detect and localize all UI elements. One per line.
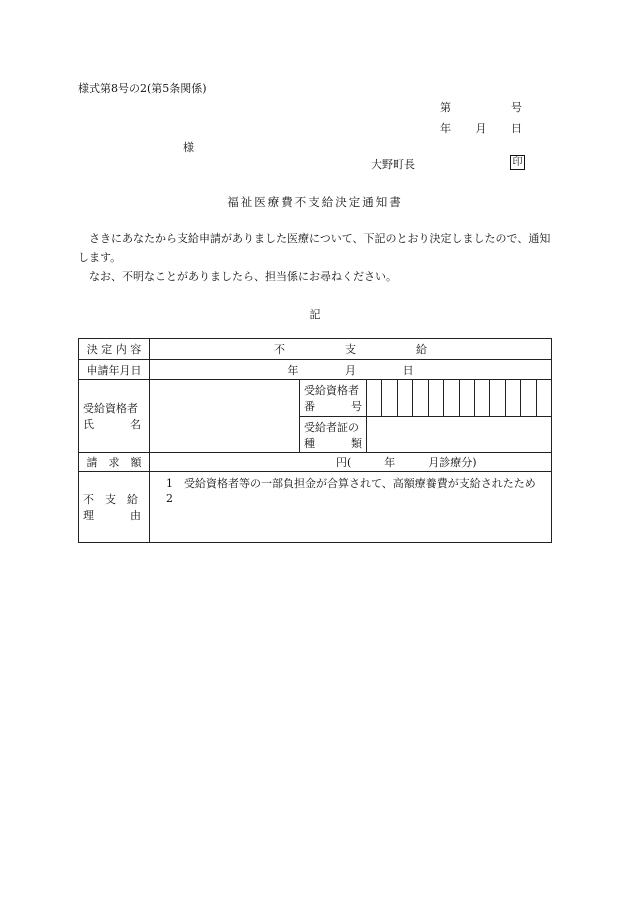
recipient-honorific: 様 <box>183 141 194 154</box>
qualifier-number-label-line1: 受給資格者 <box>304 384 359 397</box>
qualifier-number-label-char1: 番 <box>304 400 315 413</box>
apply-month-unit: 月 <box>344 363 356 377</box>
ki-heading: 記 <box>309 308 321 321</box>
reason-label-char1: 理 <box>83 509 94 522</box>
year-unit: 年 <box>440 122 451 135</box>
number-digit-box <box>397 380 412 416</box>
body-paragraph-1: さきにあなたから支給申請がありました医療について、下記のとおり決定しましたので、通知します。 <box>78 232 551 264</box>
decision-table <box>78 338 552 543</box>
claim-label: 請 求 額 <box>79 453 150 472</box>
recipient-name-field <box>150 380 300 453</box>
number-digit-box <box>489 380 504 416</box>
number-suffix: 号 <box>511 101 522 114</box>
claim-value: 円( 年 月診療分) <box>150 453 552 472</box>
recipient-name-label-line1: 受給資格者 <box>83 402 138 415</box>
issue-date <box>440 120 522 136</box>
form-number-label: 様式第8号の2(第5条関係) <box>78 82 207 95</box>
qualifier-number-row <box>79 380 552 417</box>
apply-date-label: 申請年月日 <box>79 360 150 380</box>
number-digit-box <box>474 380 489 416</box>
claim-row <box>79 453 552 472</box>
number-digit-box <box>536 380 551 416</box>
seal-mark: 印 <box>510 155 525 170</box>
number-prefix: 第 <box>440 101 451 114</box>
decision-char-2: 支 <box>345 343 356 356</box>
document-title: 福祉医療費不支給決定通知書 <box>227 195 403 209</box>
cert-type-label-line1: 受給者証の <box>304 420 359 434</box>
document-number <box>440 99 522 115</box>
reason-item-1: 1 受給資格者等の一部負担金が合算されて、高額療養費が支給されたため <box>166 477 536 490</box>
apply-day-unit: 日 <box>402 363 414 377</box>
recipient-name-label-char1: 氏 <box>83 418 94 431</box>
reason-label-line1: 不 支 給 <box>83 493 138 506</box>
qualifier-number-label <box>300 380 367 417</box>
decision-value <box>150 339 552 360</box>
cert-type-label <box>300 417 367 453</box>
recipient-name-label-char2: 名 <box>130 418 141 431</box>
recipient-name-label <box>79 380 150 453</box>
reason-item-2: 2 <box>166 492 173 505</box>
cert-type-field <box>367 417 552 453</box>
cert-type-label-char2: 類 <box>351 436 362 450</box>
qualifier-number-boxes <box>367 380 552 417</box>
apply-year-unit: 年 <box>287 363 299 377</box>
reason-label-char2: 由 <box>130 509 141 522</box>
issuer-name: 大野町長 <box>371 158 415 171</box>
day-unit: 日 <box>511 122 522 135</box>
number-digit-box <box>520 380 535 416</box>
number-digit-box <box>505 380 520 416</box>
cert-type-label-char1: 種 <box>304 436 315 450</box>
number-digit-box <box>412 380 427 416</box>
notice-body <box>78 229 558 286</box>
reason-label <box>79 472 150 543</box>
reason-list <box>150 472 552 543</box>
apply-date-row <box>79 360 552 380</box>
number-digit-box <box>428 380 443 416</box>
reason-row <box>79 472 552 543</box>
decision-char-3: 給 <box>416 343 427 356</box>
body-paragraph-2: なお、不明なことがありましたら、担当係にお尋ねください。 <box>89 270 397 283</box>
number-digit-box <box>381 380 396 416</box>
decision-label: 決 定 内 容 <box>79 339 150 360</box>
decision-row <box>79 339 552 360</box>
number-digit-box <box>443 380 458 416</box>
apply-date-value <box>150 360 552 380</box>
number-digit-box <box>367 380 381 416</box>
decision-char-1: 不 <box>274 343 285 356</box>
qualifier-number-label-char2: 号 <box>351 400 362 413</box>
number-digit-box <box>459 380 474 416</box>
month-unit: 月 <box>475 122 487 135</box>
